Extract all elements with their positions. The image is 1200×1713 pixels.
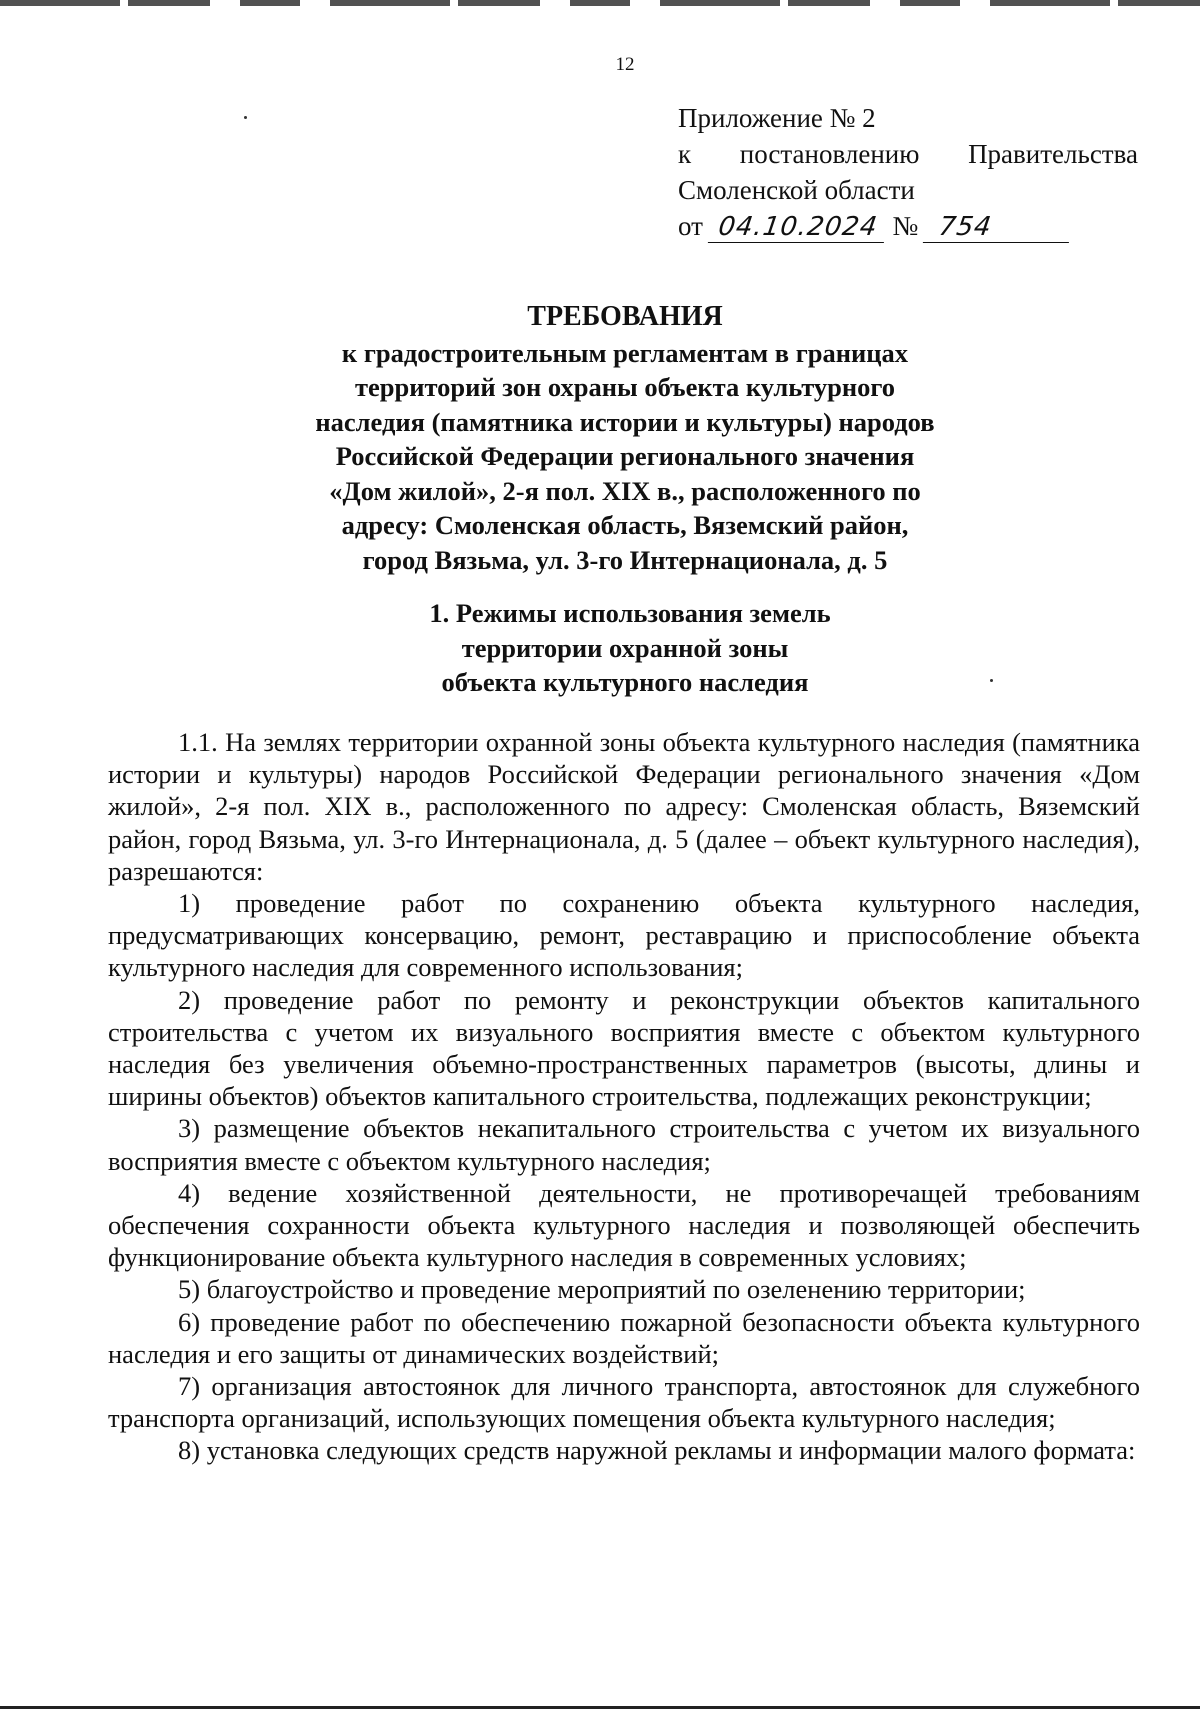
list-item: 4) ведение хозяйственной деятельности, не противоречащей требованиям обеспечения сохранности объекта культурного наследия и позволяющей обеспечить функционирование объекта культурного наследия в современных условиях; bbox=[108, 1177, 1140, 1273]
list-item: 7) организация автостоянок для личного транспорта, автостоянок для служебного транспорта организаций, использующих помещения объекта культурного наследия; bbox=[108, 1371, 1140, 1434]
title-heading: ТРЕБОВАНИЯ bbox=[527, 301, 723, 332]
appendix-date-line bbox=[678, 208, 1138, 244]
handwritten-number: 754 bbox=[923, 212, 1073, 243]
appendix-resolution-line bbox=[678, 136, 1138, 172]
section-heading-line: 1. Режимы использования земель bbox=[429, 598, 831, 628]
page-number: 12 bbox=[615, 54, 635, 75]
section-heading bbox=[0, 596, 1200, 700]
scan-edge-bottom bbox=[0, 1706, 1200, 1709]
scan-edge-top bbox=[0, 0, 1200, 6]
list-item: 3) размещение объектов некапитального строительства с учетом их визуального восприятия вместе с объектом культурного наследия; bbox=[108, 1113, 1140, 1176]
section-heading-line: объекта культурного наследия bbox=[441, 667, 809, 697]
list-item: 6) проведение работ по обеспечению пожарной безопасности объекта культурного наследия и его защиты от динамических воздействий; bbox=[108, 1306, 1140, 1369]
title-line: наследия (памятника истории и культуры) народов bbox=[315, 406, 935, 437]
appendix-to-word: к bbox=[678, 139, 692, 169]
paragraph: 1.1. На землях территории охранной зоны объекта культурного наследия (памятника истории и культуры) народов Российской Федерации регионального значения «Дом жилой», 2-я пол. XIX в., расположенного по адресу: Смоленская область, Вяземский район, город Вязьма, ул. 3-го Интернационала, д. 5 (далее – объект культурного наследия), разрешаются: bbox=[108, 727, 1140, 886]
list-item: 5) благоустройство и проведение мероприятий по озеленению территории; bbox=[178, 1274, 1026, 1305]
document-title bbox=[0, 300, 1200, 577]
handwritten-date: 04.10.2024 bbox=[708, 212, 888, 243]
title-line: «Дом жилой», 2-я пол. XIX в., расположенного по bbox=[329, 475, 921, 506]
list-item: 2) проведение работ по ремонту и реконструкции объектов капитального строительства с учетом их визуального восприятия вместе с объектом культурного наследия без увеличения объемно-пространственных параметров (высоты, длины и ширины объектов) объектов капитального строительства, подлежащих реконструкции; bbox=[108, 984, 1140, 1112]
title-line: к градостроительным регламентам в границах bbox=[341, 337, 909, 368]
number-sign: № bbox=[892, 211, 919, 241]
appendix-title: Приложение № 2 bbox=[678, 103, 876, 133]
list-item: 8) установка следующих средств наружной рекламы и информации малого формата: bbox=[178, 1435, 1136, 1466]
title-line: Российской Федерации регионального значения bbox=[335, 441, 915, 471]
title-line: адресу: Смоленская область, Вяземский район, bbox=[341, 510, 909, 540]
list-item: 1) проведение работ по сохранению объекта культурного наследия, предусматривающих консервацию, ремонт, реставрацию и приспособление объекта культурного наследия для современного использования; bbox=[108, 888, 1140, 983]
appendix-region: Смоленской области bbox=[678, 175, 915, 205]
title-line: город Вязьма, ул. 3-го Интернационала, д. 5 bbox=[362, 544, 888, 575]
appendix-block bbox=[678, 100, 1138, 244]
section-heading-line: территории охранной зоны bbox=[461, 632, 789, 663]
appendix-government-word: Правительства bbox=[968, 139, 1138, 169]
scan-speck bbox=[244, 116, 247, 119]
appendix-resolution-word: постановлению bbox=[739, 139, 920, 169]
title-line: территорий зон охраны объекта культурного bbox=[354, 372, 896, 402]
body-text bbox=[108, 726, 1140, 1467]
date-prefix: от bbox=[678, 211, 703, 241]
